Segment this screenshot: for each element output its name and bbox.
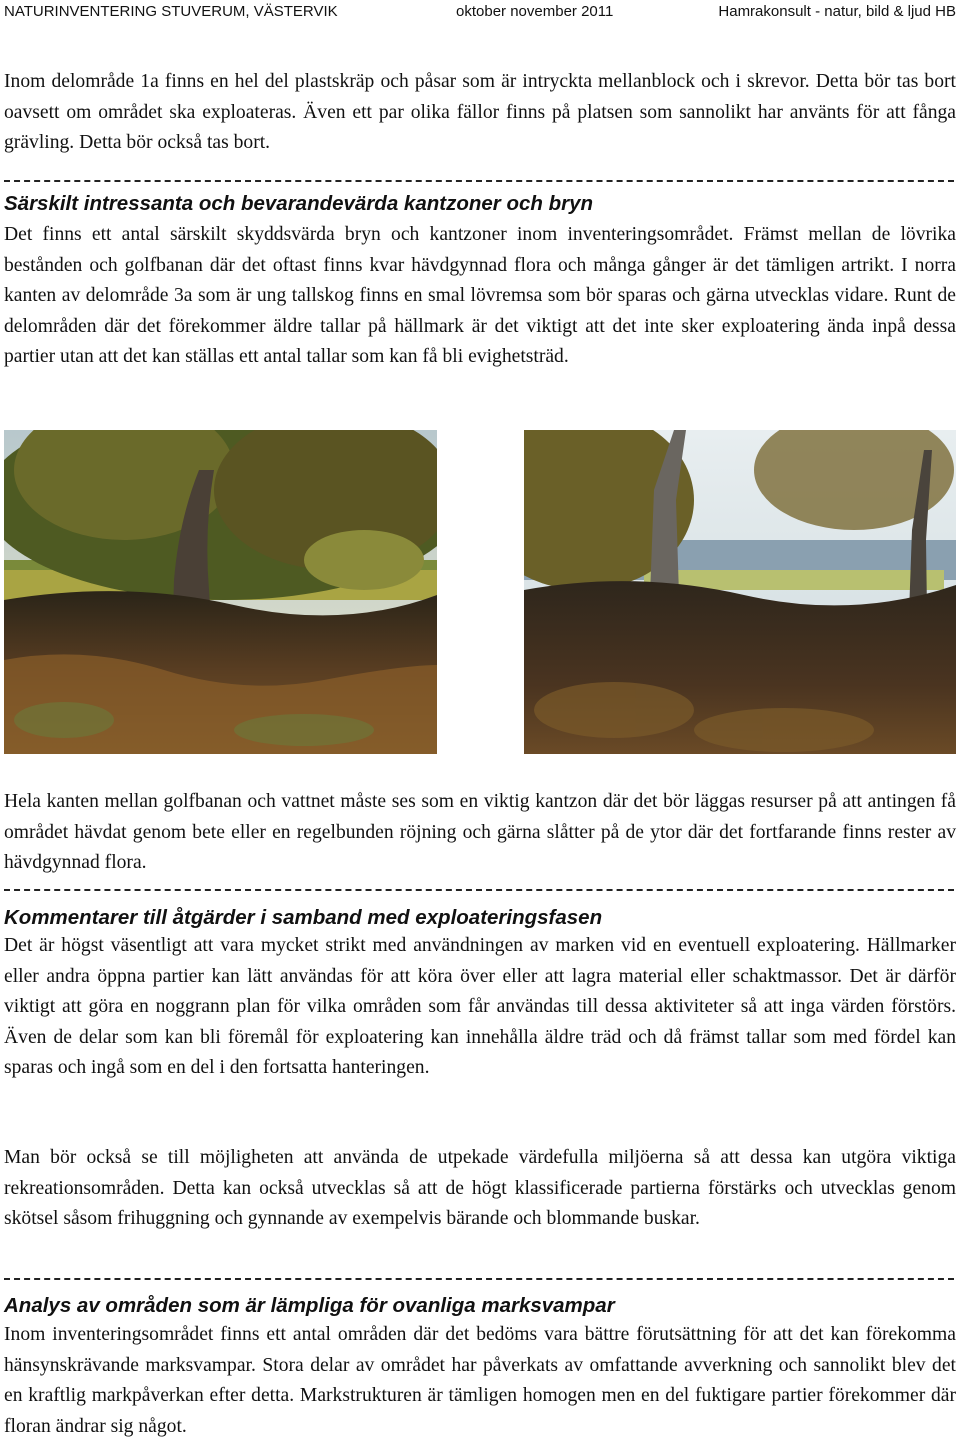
header-left-title: NATURINVENTERING STUVERUM, VÄSTERVIK: [4, 3, 338, 20]
section-divider: [4, 889, 954, 891]
header-date: oktober november 2011: [456, 3, 614, 20]
section-paragraph-marksvampar: Inom inventeringsområdet finns ett antal områden där det bedöms vara bättre förutsättning för att det kan förekomma hänsynskrävande marksvampar. Stora delar av området har påverkats av omfattande avverkning och sannolikt blev det en kraftlig markpåverkan efter detta. Markstrukturen är tämligen homogen men en del fuktigare partier förekommer där floran ändrar sig något.: [4, 1324, 956, 1437]
photo-tree-stone-wall-water: [524, 430, 956, 754]
section-heading-kantzoner: Särskilt intressanta och bevarandevärda kantzoner och bryn: [4, 192, 594, 215]
section-paragraph-kantzoner: Det finns ett antal särskilt skyddsvärda bryn och kantzoner inom inventeringsområdet. Främst mellan de lövrika bestånden och golfbanan där det oftast finns kvar hävdgynnad flora och många gånger är det tämligen artrikt. I norra kanten av delområde 3a som är ung tallskog finns en smal lövremsa som bör sparas och gärna utvecklas vidare. Runt de delområden där det förekommer äldre tallar på hällmark är det viktigt att det inte sker exploatering ända inpå dessa partier utan att det kan ställas ett antal tallar som kan få bli evighetsträd.: [4, 224, 956, 367]
section-heading-marksvampar: Analys av områden som är lämpliga för ovanliga marksvampar: [4, 1294, 615, 1317]
section-divider: [4, 1278, 954, 1280]
intro-paragraph: Inom delområde 1a finns en hel del plastskräp och påsar som är intryckta mellanblock och i skrevor. Detta bör tas bort oavsett om området ska exploateras. Även ett par olika fällor finns på platsen som sannolikt har använts för att fånga grävling. Detta bör också tas bort.: [4, 71, 956, 153]
photo-oak-stone-wall: [4, 430, 437, 754]
page-header: [0, 0, 960, 26]
header-company: Hamrakonsult - natur, bild & ljud HB: [718, 3, 956, 20]
section-divider: [4, 180, 954, 182]
section-paragraph-rekreation: Man bör också se till möjligheten att använda de utpekade värdefulla miljöerna så att dessa kan utgöra viktiga rekreationsområden. Detta kan också utvecklas så att de högt klassificerade partierna förstärks och utvecklas genom skötsel såsom frihuggning och gynnande av exempelvis bärande och blommande buskar.: [4, 1147, 956, 1229]
paragraph-golfbana-kantzon: Hela kanten mellan golfbanan och vattnet måste ses som en viktig kantzon där det bör läggas resurser på att antingen få området hävdat genom bete eller en regelbunden röjning och gärna slåtter på de ytor där det fortfarande finns rester av hävdgynnad flora.: [4, 791, 956, 873]
section-heading-exploatering: Kommentarer till åtgärder i samband med exploateringsfasen: [4, 906, 603, 929]
section-paragraph-exploatering: Det är högst väsentligt att vara mycket strikt med användningen av marken vid en eventuell exploatering. Hällmarker eller andra öppna partier kan lätt användas för att köra över eller att lagra material eller schaktmassor. Det är därför viktigt att göra en noggrann plan för vilka områden som får användas till dessa aktiviteter så att inga värden förstörs. Även de delar som kan bli föremål för exploatering kan innehålla äldre träd och då främst tallar som med fördel kan sparas och ingå som en del i den fortsatta hanteringen.: [4, 935, 956, 1078]
